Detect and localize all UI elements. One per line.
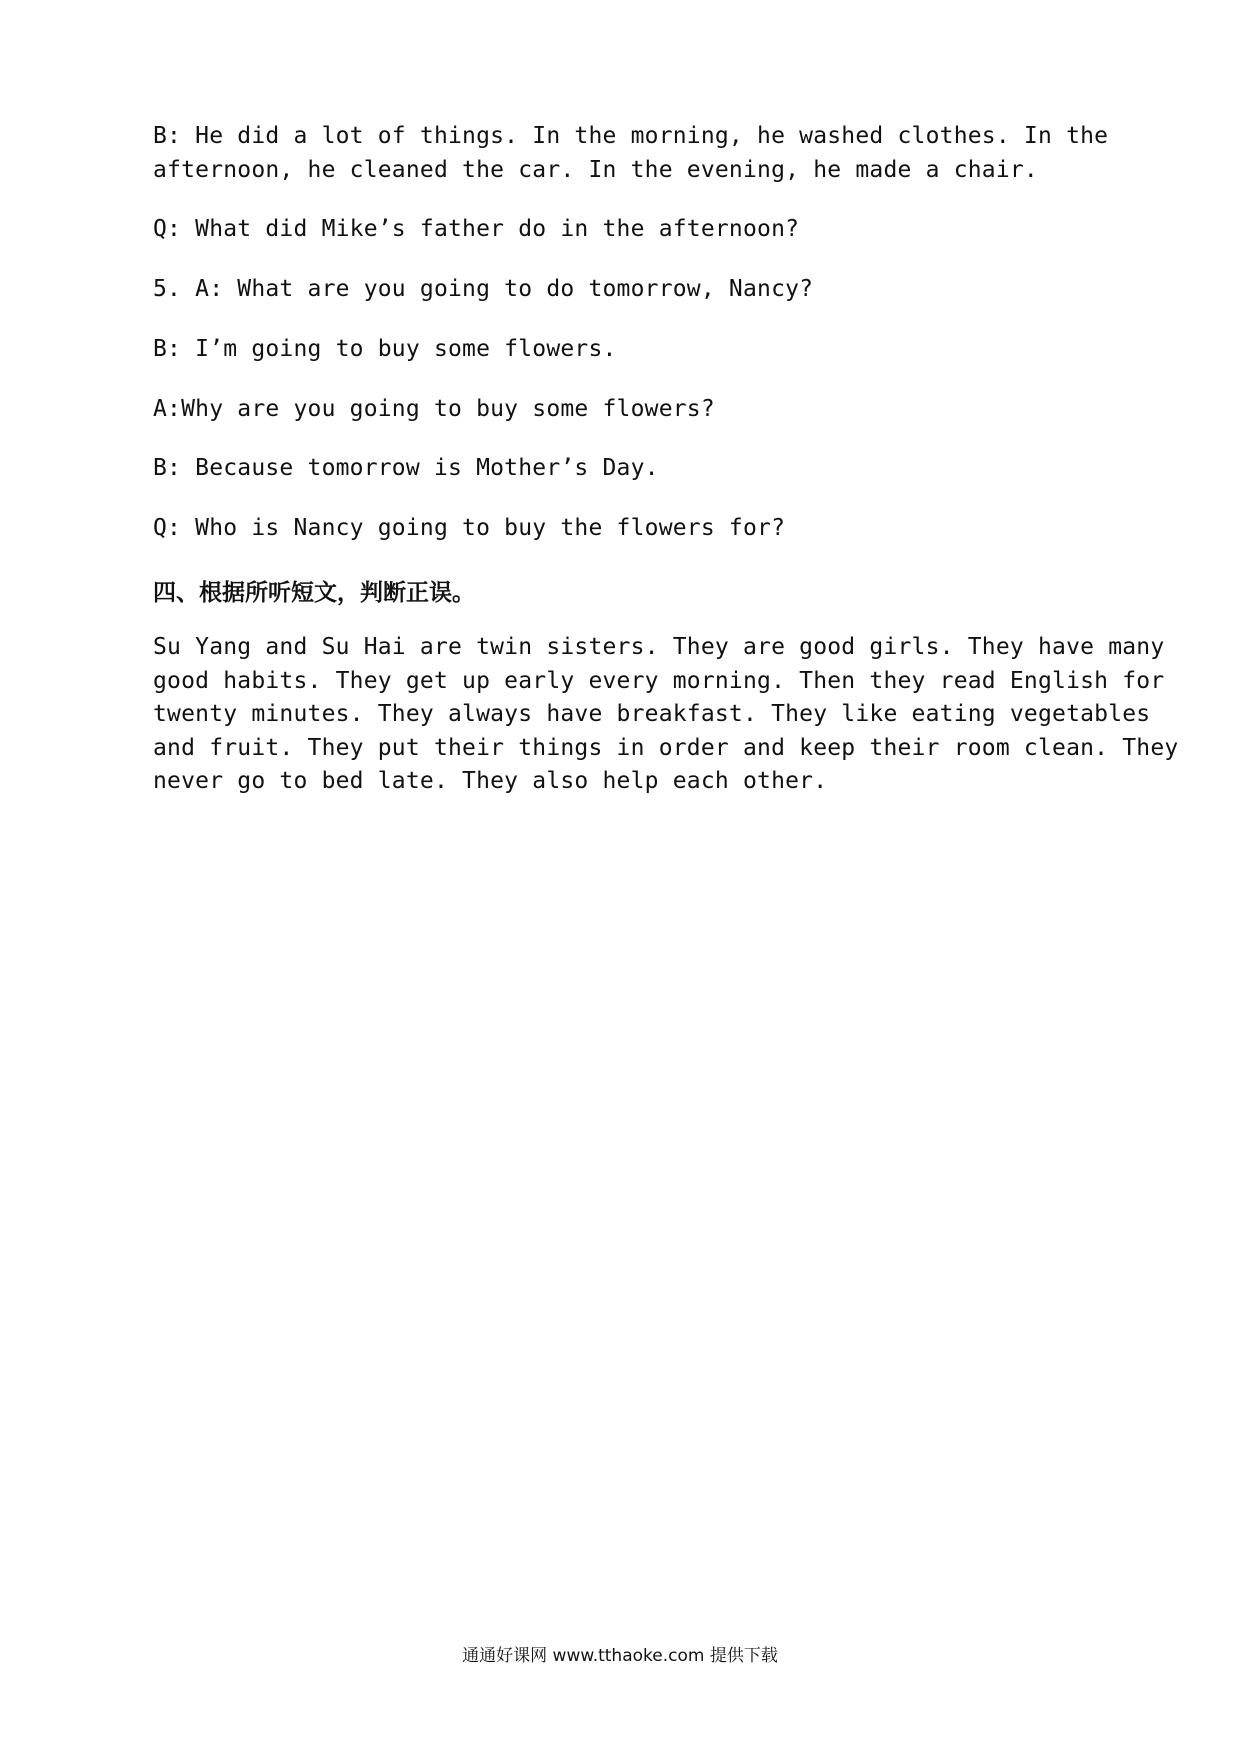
question-line: Q: Who is Nancy going to buy the flowers for? xyxy=(153,515,786,541)
passage-line: good habits. They get up early every morning. Then they read English for xyxy=(153,668,1165,694)
dialogue-line: B: Because tomorrow is Mother’s Day. xyxy=(153,455,659,481)
passage-line: twenty minutes. They always have breakfast. They like eating vegetables xyxy=(153,701,1151,727)
dialogue-line: B: I’m going to buy some flowers. xyxy=(153,336,617,362)
passage-line: and fruit. They put their things in order and keep their room clean. They xyxy=(153,735,1179,761)
dialogue-line: B: He did a lot of things. In the morning, he washed clothes. In the xyxy=(153,123,1109,149)
passage-line: Su Yang and Su Hai are twin sisters. They are good girls. They have many xyxy=(153,634,1165,660)
question-line: Q: What did Mike’s father do in the afternoon? xyxy=(153,216,800,242)
page-footer: 通通好课网 www.tthaoke.com 提供下载 xyxy=(462,1646,778,1666)
dialogue-line: afternoon, he cleaned the car. In the evening, he made a chair. xyxy=(153,157,1038,183)
dialogue-line: 5. A: What are you going to do tomorrow, Nancy? xyxy=(153,276,814,302)
passage-line: never go to bed late. They also help each other. xyxy=(153,768,828,794)
section-heading: 四、根据所听短文，判断正误。 xyxy=(153,580,475,606)
dialogue-line: A:Why are you going to buy some flowers? xyxy=(153,396,715,422)
